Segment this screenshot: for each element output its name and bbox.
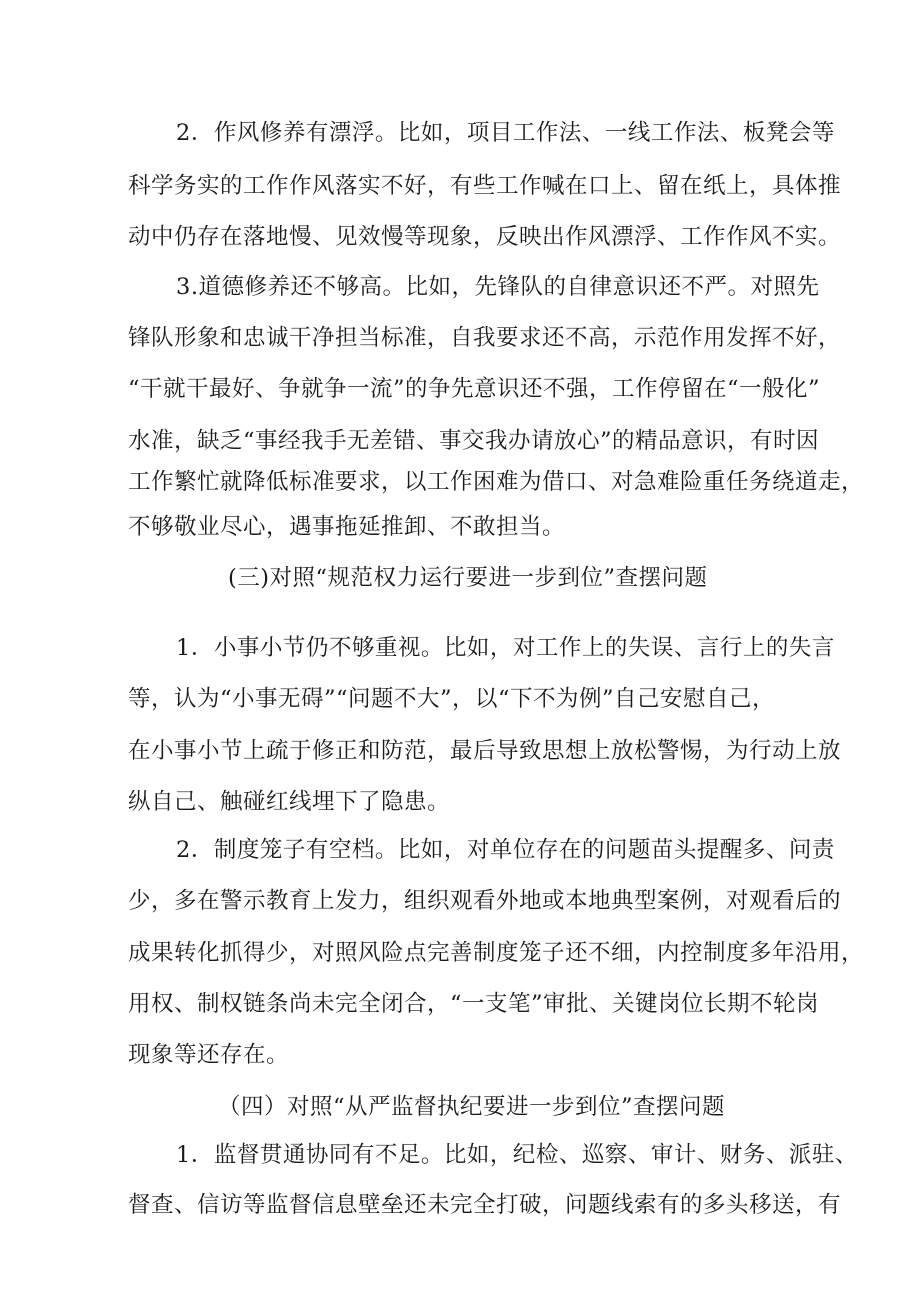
text-line: 不够敬业尽心，遇事拖延推卸、不敢担当。 xyxy=(128,514,566,540)
text-line: 动中仍存在落地慢、见效慢等现象，反映出作风漂浮、工作作风不实。 xyxy=(128,224,842,250)
text-line: 纵自己、触碰红线埋下了隐患。 xyxy=(128,789,451,815)
text-line: 成果转化抓得少，对照风险点完善制度笼子还不细，内控制度多年沿用， xyxy=(128,940,865,966)
text-line: 等，认为“小事无碍”“问题不大”，以“下不为例”自己安慰自己， xyxy=(128,686,776,712)
text-line: 1．监督贯通协同有不足。比如，纪检、巡察、审计、财务、派驻、 xyxy=(176,1142,858,1168)
text-line: 3.道德修养还不够高。比如，先锋队的自律意识还不严。对照先 xyxy=(176,274,820,300)
section-heading: （四）对照“从严监督执纪要进一步到位”查摆问题 xyxy=(218,1094,726,1120)
text-line: “干就干最好、争就争一流”的争先意识还不强，工作停留在“一般化” xyxy=(128,376,821,402)
text-line: 锋队形象和忠诚干净担当标准，自我要求还不高，示范作用发挥不好， xyxy=(128,325,842,351)
text-line: 科学务实的工作作风落实不好，有些工作喊在口上、留在纸上，具体推 xyxy=(128,173,842,199)
text-line: 督查、信访等监督信息壁垒还未完全打破，问题线索有的多头移送，有 xyxy=(128,1192,842,1218)
text-line: 工作繁忙就降低标准要求，以工作困难为借口、对急难险重任务绕道走， xyxy=(128,469,865,495)
text-line: 1．小事小节仍不够重视。比如，对工作上的失误、言行上的失言 xyxy=(176,635,835,661)
text-line: 用权、制权链条尚未完全闭合，“一支笔”审批、关键岗位长期不轮岗 xyxy=(128,991,820,1017)
section-heading: (三)对照“规范权力运行要进一步到位”查摆问题 xyxy=(228,565,708,591)
text-line: 水准，缺乏“事经我手无差错、事交我办请放心”的精品意识，有时因 xyxy=(128,428,820,454)
text-line: 在小事小节上疏于修正和防范，最后导致思想上放松警惕，为行动上放 xyxy=(128,738,842,764)
text-line: 少，多在警示教育上发力，组织观看外地或本地典型案例，对观看后的 xyxy=(128,888,842,914)
text-line: 2．作风修养有漂浮。比如，项目工作法、一线工作法、板凳会等 xyxy=(176,120,835,146)
text-line: 2．制度笼子有空档。比如，对单位存在的问题苗头提醒多、问责 xyxy=(176,837,835,863)
text-line: 现象等还存在。 xyxy=(128,1042,290,1068)
